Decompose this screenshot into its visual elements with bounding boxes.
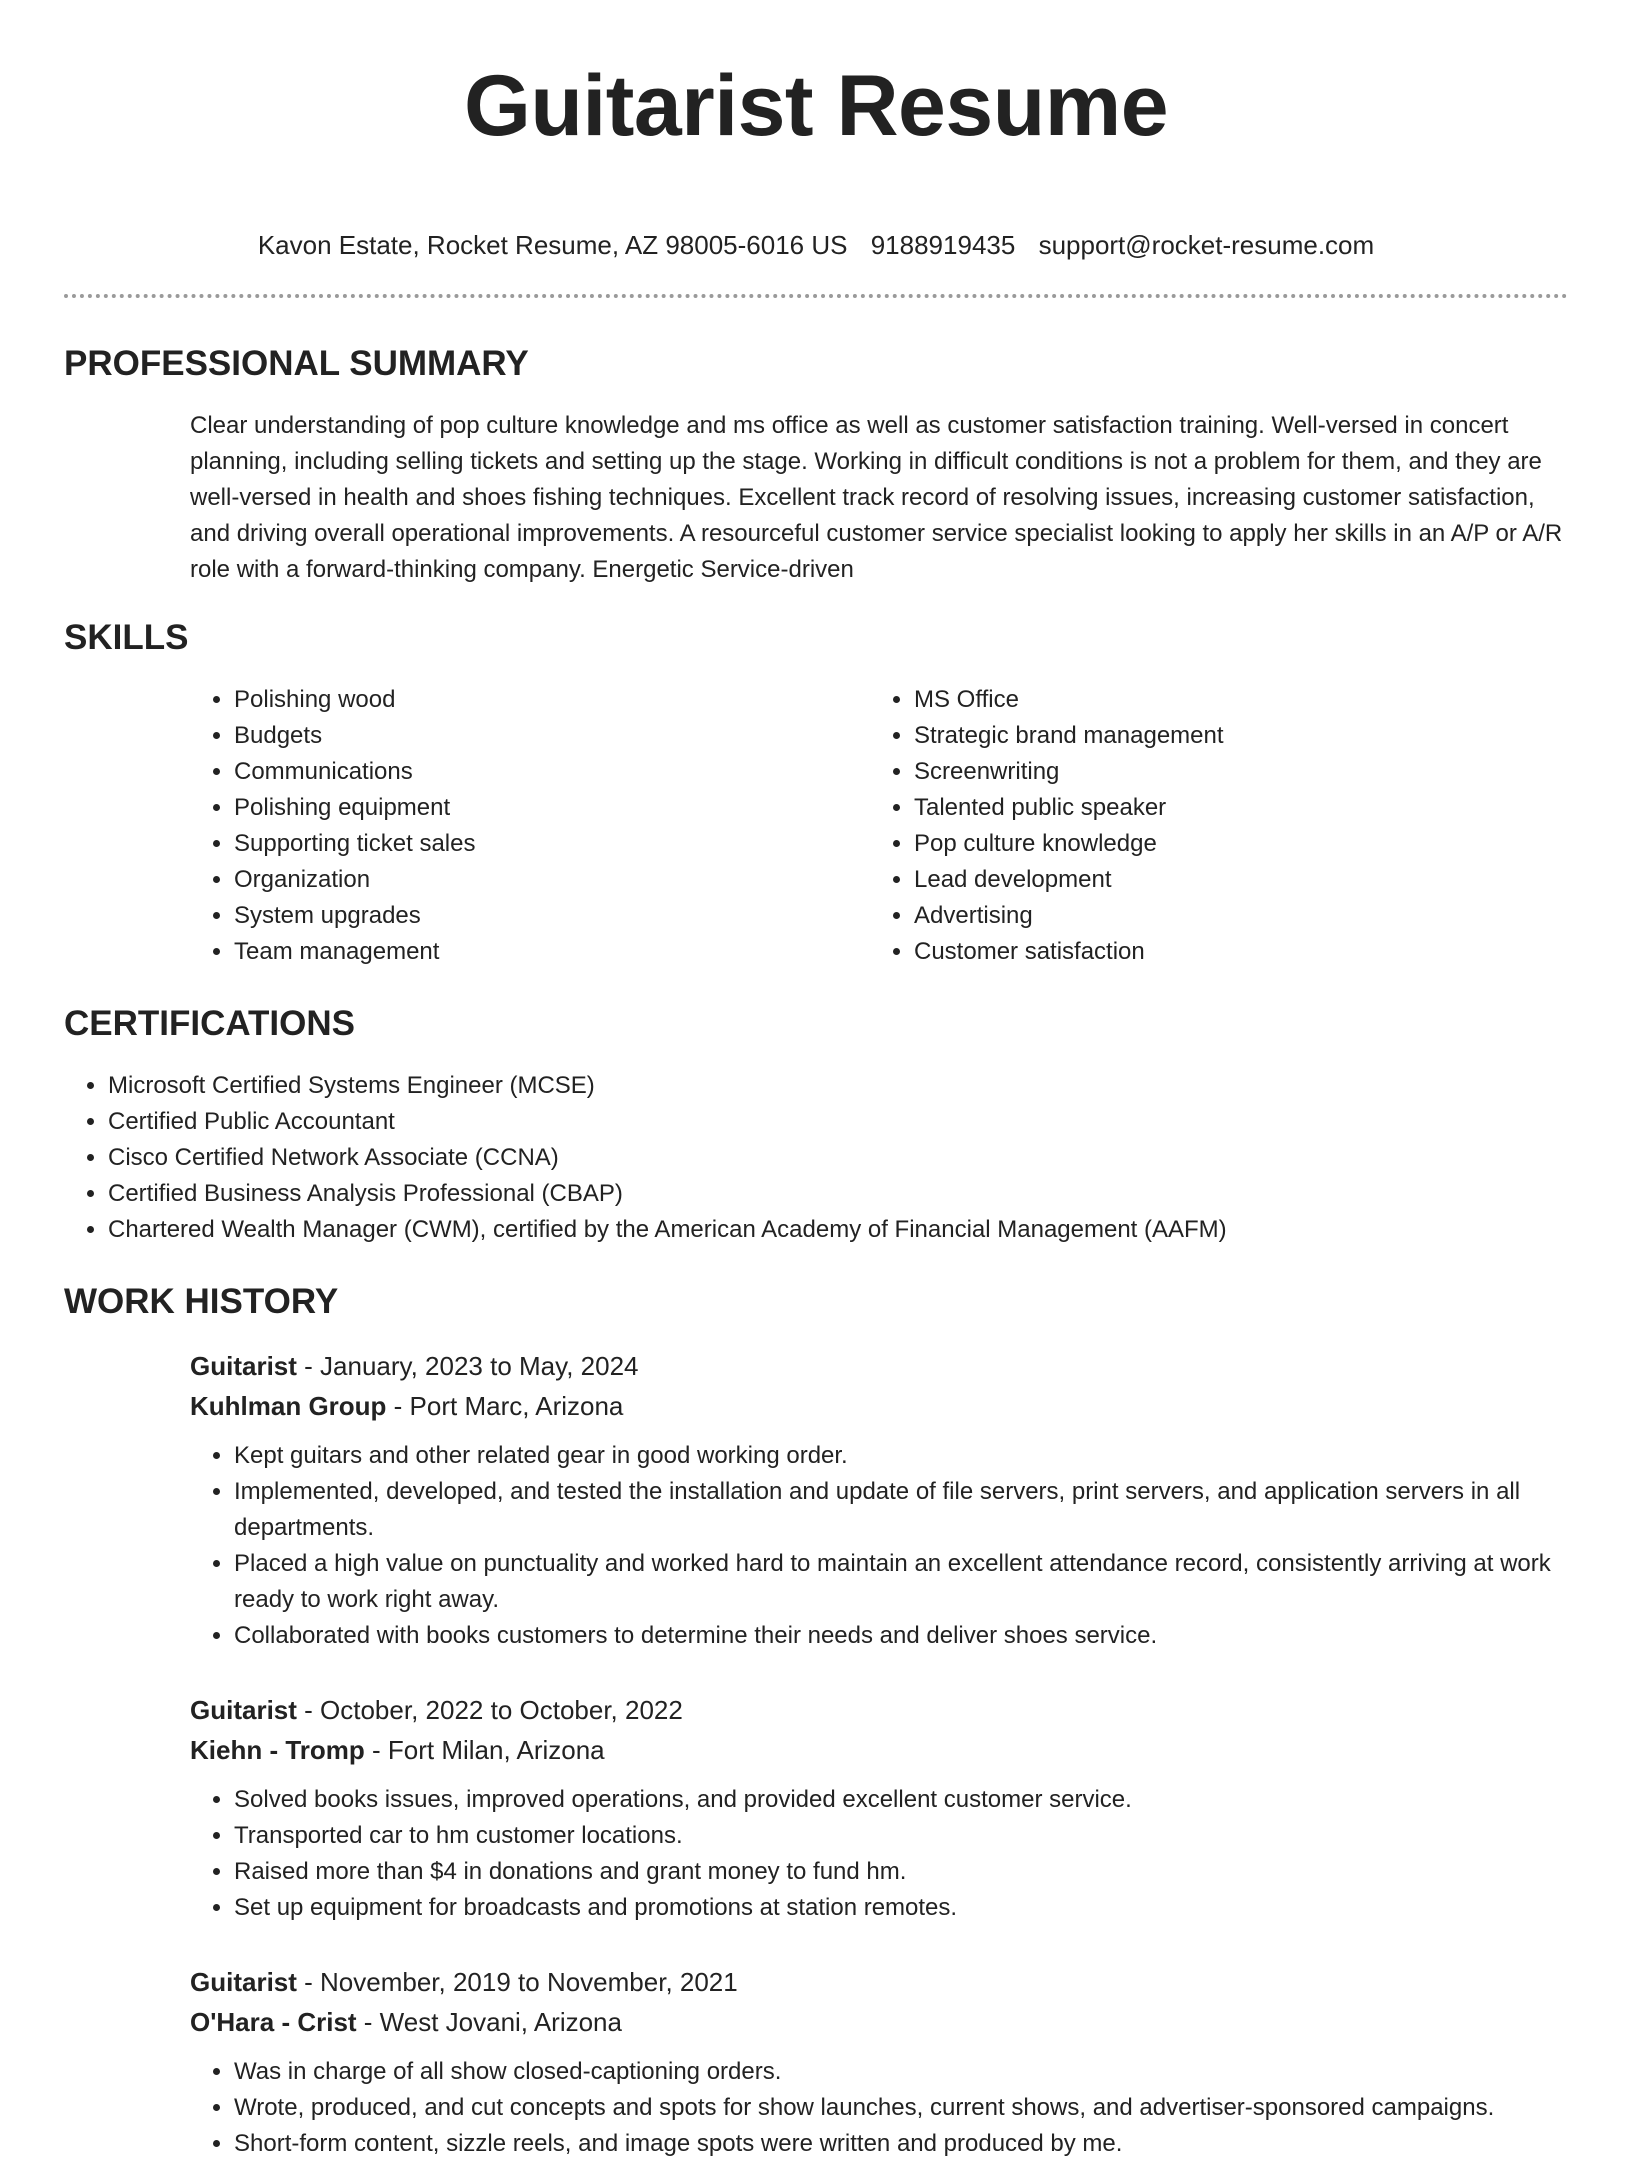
job-company-line [190,1730,1568,1770]
job-company: Kiehn - Tromp [190,1735,365,1765]
certifications-list [64,1068,1568,1248]
page-title: Guitarist Resume [463,58,1169,154]
skill-item: • Customer satisfaction [914,934,1550,970]
skill-item: • Lead development [914,862,1550,898]
job-title: Guitarist [190,1351,297,1381]
job-location: - Port Marc, Arizona [386,1391,624,1421]
job-entry [190,1346,1568,1654]
job-bullet: • Was in charge of all show closed-captioning orders. [234,2054,1568,2090]
job-title: Guitarist [190,1967,297,1997]
job-dates: - November, 2019 to November, 2021 [296,1967,738,1997]
skill-item: • Talented public speaker [914,790,1550,826]
certification-item: • Certified Public Accountant [108,1104,1568,1140]
skill-item: • MS Office [914,682,1550,718]
skill-item: • Supporting ticket sales [234,826,870,862]
summary-heading: PROFESSIONAL SUMMARY [64,344,529,383]
summary-text: Clear understanding of pop culture knowledge and ms office as well as customer satisfaction training. Well-versed in concert planning, including selling tickets and setting up the stage. Working in difficult conditions is not a problem for them, and they are well-versed in health and shoes fishing techniques. Excellent track record of resolving issues, increasing customer satisfaction, and driving overall operational improvements. A resourceful customer service specialist looking to apply her skills in an A/P or A/R role with a forward-thinking company. Energetic Service-driven [190,412,1563,583]
job-bullet: • Raised more than $4 in donations and grant money to fund hm. [234,1854,1568,1890]
contact-address: Kavon Estate, Rocket Resume, AZ 98005-6016 US [257,230,848,260]
skill-item: • Advertising [914,898,1550,934]
skill-item: • Polishing wood [234,682,870,718]
job-bullet: • Placed a high value on punctuality and worked hard to maintain an excellent attendance record, consistently arriving at work ready to work right away. [234,1546,1568,1618]
skills-list-right [870,682,1550,970]
job-title: Guitarist [190,1695,297,1725]
skill-item: • Communications [234,754,870,790]
skills-grid [190,682,1568,970]
skill-item: • Screenwriting [914,754,1550,790]
job-bullet: • Wrote, produced, and cut concepts and spots for show launches, current shows, and advertiser-sponsored campaigns. [234,2090,1568,2126]
job-company: O'Hara - Crist [190,2007,357,2037]
job-location: - Fort Milan, Arizona [364,1735,605,1765]
contact-email: support@rocket-resume.com [1038,230,1375,260]
header-divider [64,294,1568,298]
job-company-line [190,2002,1568,2042]
skills-column-right [870,682,1550,970]
skills-heading: SKILLS [64,618,189,657]
job-company: Kuhlman Group [190,1391,387,1421]
certification-item: • Microsoft Certified Systems Engineer (MCSE) [108,1068,1568,1104]
contact-line [64,228,1568,262]
certification-item: • Chartered Wealth Manager (CWM), certified by the American Academy of Financial Management (AAFM) [108,1212,1568,1248]
job-title-line [190,1346,1568,1386]
skill-item: • Organization [234,862,870,898]
skill-item: • System upgrades [234,898,870,934]
job-bullet: • Collaborated with books customers to determine their needs and deliver shoes service. [234,1618,1568,1654]
job-bullet: • Short-form content, sizzle reels, and image spots were written and produced by me. [234,2126,1568,2162]
job-bullets [190,1438,1568,1654]
job-entry [190,1690,1568,1926]
skill-item: • Budgets [234,718,870,754]
job-location: - West Jovani, Arizona [356,2007,622,2037]
skills-column-left [190,682,870,970]
certifications-heading: CERTIFICATIONS [64,1004,356,1043]
job-bullet: • Set up equipment for broadcasts and promotions at station remotes. [234,1890,1568,1926]
job-bullets [190,1782,1568,1926]
job-dates: - October, 2022 to October, 2022 [296,1695,683,1725]
skill-item: • Polishing equipment [234,790,870,826]
job-bullet: • Kept guitars and other related gear in good working order. [234,1438,1568,1474]
job-title-line [190,1690,1568,1730]
skill-item: • Pop culture knowledge [914,826,1550,862]
job-title-line [190,1962,1568,2002]
skills-list-left [190,682,870,970]
job-bullet: • Implemented, developed, and tested the installation and update of file servers, print servers, and application servers in all departments. [234,1474,1568,1546]
work-history-heading: WORK HISTORY [64,1282,339,1321]
skill-item: • Strategic brand management [914,718,1550,754]
job-dates: - January, 2023 to May, 2024 [296,1351,639,1381]
job-bullet: • Transported car to hm customer locations. [234,1818,1568,1854]
job-company-line [190,1386,1568,1426]
job-entry [190,1962,1568,2162]
skill-item: • Team management [234,934,870,970]
certification-item: • Certified Business Analysis Professional (CBAP) [108,1176,1568,1212]
job-bullets [190,2054,1568,2162]
certification-item: • Cisco Certified Network Associate (CCNA) [108,1140,1568,1176]
contact-phone: 9188919435 [870,230,1016,260]
job-bullet: • Solved books issues, improved operations, and provided excellent customer service. [234,1782,1568,1818]
